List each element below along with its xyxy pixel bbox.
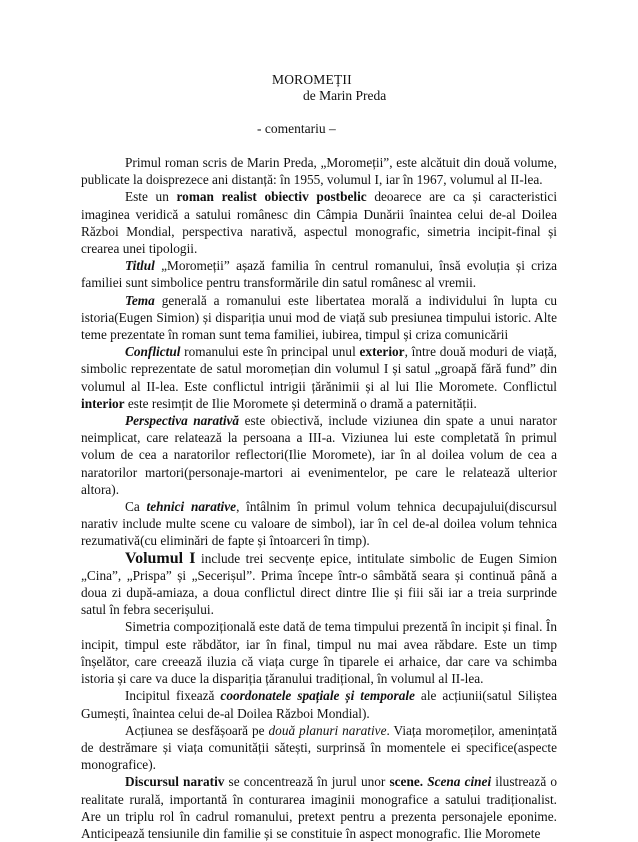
paragraph — [81, 257, 557, 291]
paragraph — [81, 498, 557, 550]
text-run: , între două moduri de viață, simbolic reprezentate de satul moromețian din volumul I și satul „groapă fără fund” din volumul al II-lea. Este conflictul intrigii țărănimii și al lui Ilie Moromete. Conflictul — [81, 344, 557, 394]
document-subtitle: - comentariu – — [257, 121, 336, 136]
text-run: Incipitul fixează — [125, 688, 221, 704]
text-run: ale acțiunii(satul Siliștea Gumești, înaintea celui de-al Doilea Război Mondial). — [81, 688, 557, 721]
emphasis-text: Conflictul — [125, 344, 181, 360]
text-run: , întâlnim în primul volum tehnica decupajului(discursul narativ include multe scene cu valoare de simbol), iar în cel de-al doilea volum tehnica rezumativă(cu eliminări de fapte și întoarceri în timp). — [81, 499, 557, 549]
text-run: „Moromeții” așază familia în centrul romanului, însă evoluția și criza familiei sunt simbolice pentru transformările din satul românesc al vremii. — [81, 258, 557, 291]
text-run: generală a romanului este libertatea morală a individului în lupta cu istoria(Eugen Simion) și dispariția unui mod de viață sub presiunea timpului istoric. Alte teme prezentate în roman sunt tema familiei, iubirea, timpul și criza comunicării — [81, 292, 557, 343]
paragraph — [81, 687, 557, 721]
text-run: Acțiunea se desfășoară pe — [125, 722, 269, 738]
paragraph — [81, 188, 557, 257]
text-run: deoarece are ca și caracteristici imaginea veridică a satului românesc din Câmpia Dunării înaintea celui de-al Doilea Război Mondial, perspectiva narativă, aspectul monografic, simetria incipit-final și crearea unei tipologii. — [81, 189, 558, 257]
paragraph — [81, 292, 557, 344]
emphasis-text: exterior — [359, 344, 405, 360]
text-run: Simetria compozițională este dată de tema timpului prezentă în incipit și final. În incipit, timpul este răbdător, iar în final, timpul nu mai avea răbdare. Este un timp înșelător, care creează iluzia că viața curge în tiparele ei arhaice, dar care va schimba istoria și care va duce la dispariția țăranului tradițional, în volumul al II-lea. — [81, 619, 557, 687]
paragraph — [81, 154, 557, 188]
document-author: de Marin Preda — [303, 88, 387, 103]
paragraph — [81, 412, 557, 498]
text-run: . Viața moromeților, amenințată de destrămare și viața comunității sătești, surprinsă în momentele ei specifice(aspecte monografice). — [81, 722, 557, 773]
emphasis-text: coordonatele spațiale și temporale — [220, 688, 415, 704]
text-run: Ca — [125, 499, 147, 515]
paragraph — [81, 618, 557, 687]
emphasis-text: Tema — [125, 292, 155, 308]
paragraph — [81, 773, 557, 842]
text-run: Este un — [125, 189, 177, 205]
text-run: ilustrează o realitate rurală, importantă în conturarea imaginii monografice a satului tradiționalist. Are un triplu rol în cadrul romanului, pretext pentru a prezenta personajele eponime. Anticipează tensiunile din familie și se constituie în aspect monografic. Ilie Moromete — [81, 774, 558, 841]
text-run: este obiectivă, include viziunea din spate a unui narator neimplicat, care relatează la persoana a III-a. Viziunea lui este completată în primul volum de cea a naratorilor reflectori(Ilie Moromete), iar în al doilea volum de cea a naratorilor martori(personaje-martori ai evenimentelor, pe care le relatează ulterior altora). — [81, 413, 557, 497]
emphasis-text: Titlul — [125, 258, 155, 274]
emphasis-text: interior — [81, 395, 125, 411]
emphasis-text: Volumul I — [125, 549, 196, 567]
document-title: MOROMEȚII — [272, 72, 352, 87]
paragraph — [81, 722, 557, 774]
text-run: include trei secvențe epice, intitulate simbolic de Eugen Simion „Cina”, „Prispa” și „Secerișul”. Prima începe într-o sâmbătă seara și continuă până a doua zi după-amiaza, a doua conflictul direct dintre Ilie și fiii săi iar a treia surprinde satul în febra secerișului. — [81, 550, 558, 618]
emphasis-text: roman realist obiectiv postbelic — [176, 189, 367, 205]
text-run: Primul roman scris de Marin Preda, „Moromeții”, este alcătuit din două volume, publicate la doisprezece ani distanță: în 1955, volumul I, iar în 1967, volumul al II-lea. — [81, 155, 557, 188]
emphasis-text: Scena cinei — [427, 774, 492, 790]
text-run: romanului este în principal unul — [180, 344, 360, 360]
text-run: se concentrează în jurul unor — [224, 774, 390, 790]
paragraph — [81, 343, 557, 412]
emphasis-text: scene. — [389, 774, 424, 790]
document-body — [81, 154, 557, 842]
paragraph — [81, 550, 557, 619]
emphasis-text: tehnici narative — [146, 499, 237, 515]
emphasis-text: Perspectiva narativă — [125, 413, 240, 429]
text-run: este resimțit de Ilie Moromete și determină o dramă a paternității. — [124, 395, 477, 411]
emphasis-text: Discursul narativ — [125, 774, 225, 790]
emphasis-text: două planuri narative — [268, 722, 387, 738]
